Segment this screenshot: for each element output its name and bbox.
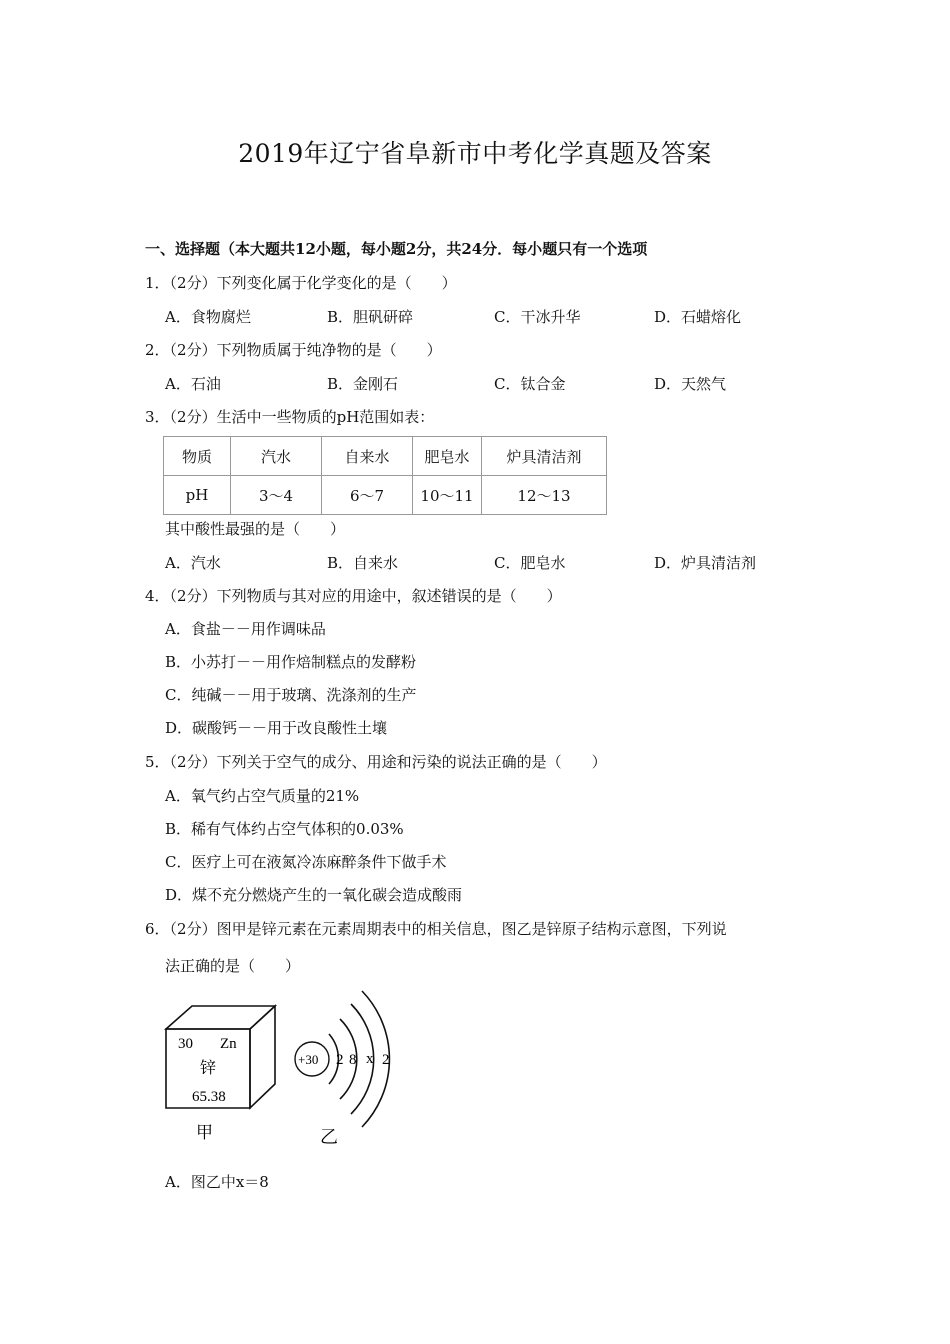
q4-option-b: B．小苏打－－用作焙制糕点的发酵粉 [165, 653, 417, 671]
atom-diagram [295, 991, 390, 1127]
atomic-mass: 65.38 [192, 1089, 226, 1105]
q3-option-a: A．汽水 [165, 554, 221, 572]
q3-option-c: C．肥皂水 [494, 554, 566, 572]
zinc-figure [160, 985, 400, 1150]
q3-option-d: D．炉具清洁剂 [654, 554, 757, 572]
shell-4-electrons: 2 [382, 1052, 390, 1068]
table-cell: 10～11 [413, 476, 482, 515]
question-5-stem: 5．（2分）下列关于空气的成分、用途和污染的说法正确的是（ ） [145, 753, 607, 771]
q5-option-b: B．稀有气体约占空气体积的0.03% [165, 820, 404, 838]
table-row [164, 476, 607, 515]
element-number: 30 [178, 1036, 193, 1052]
question-1-stem: 1．（2分）下列变化属于化学变化的是（ ） [145, 274, 457, 292]
q1-option-b: B．胆矾研碎 [327, 308, 414, 326]
q4-option-c: C．纯碱－－用于玻璃、洗涤剂的生产 [165, 686, 417, 704]
shell-2-electrons: 8 [349, 1052, 357, 1068]
table-cell: 6～7 [322, 476, 413, 515]
caption-yi: 乙 [320, 1127, 338, 1147]
element-symbol: Zn [220, 1036, 237, 1052]
q1-option-a: A．食物腐烂 [165, 308, 251, 326]
q1-option-c: C．干冰升华 [494, 308, 581, 326]
q2-option-a: A．石油 [165, 375, 221, 393]
question-6-stem-line2: 法正确的是（ ） [165, 957, 301, 975]
table-cell: 肥皂水 [413, 437, 482, 476]
page-title: 2019年辽宁省阜新市中考化学真题及答案 [238, 139, 712, 168]
section-heading: 一、选择题（本大题共12小题，每小题2分，共24分．每小题只有一个选项 [145, 240, 648, 258]
table-cell: 12～13 [482, 476, 607, 515]
q2-option-b: B．金刚石 [327, 375, 399, 393]
q5-option-c: C．医疗上可在液氮冷冻麻醉条件下做手术 [165, 853, 447, 871]
q3-option-b: B．自来水 [327, 554, 399, 572]
table-cell: 自来水 [322, 437, 413, 476]
q6-option-a: A．图乙中x＝8 [165, 1173, 269, 1191]
table-cell: 汽水 [231, 437, 322, 476]
q5-option-a: A．氧气约占空气质量的21% [165, 787, 360, 805]
table-header-row [164, 437, 607, 476]
ph-table [163, 436, 607, 515]
question-3-substem: 其中酸性最强的是（ ） [165, 520, 346, 538]
shell-1-electrons: 2 [336, 1052, 344, 1068]
q4-option-a: A．食盐－－用作调味品 [165, 620, 326, 638]
q1-option-d: D．石蜡熔化 [654, 308, 742, 326]
q4-option-d: D．碳酸钙－－用于改良酸性土壤 [165, 719, 388, 737]
caption-jia: 甲 [196, 1123, 213, 1142]
element-name: 锌 [200, 1060, 217, 1077]
table-cell: 3～4 [231, 476, 322, 515]
q2-option-c: C．钛合金 [494, 375, 566, 393]
nucleus-charge: +30 [298, 1052, 319, 1067]
question-4-stem: 4．（2分）下列物质与其对应的用途中，叙述错误的是（ ） [145, 587, 562, 605]
table-cell: pH [164, 476, 231, 515]
table-cell: 炉具清洁剂 [482, 437, 607, 476]
question-6-stem-line1: 6．（2分）图甲是锌元素在元素周期表中的相关信息，图乙是锌原子结构示意图，下列说 [145, 920, 727, 938]
question-2-stem: 2．（2分）下列物质属于纯净物的是（ ） [145, 341, 442, 359]
question-3-stem: 3．（2分）生活中一些物质的pH范围如表： [145, 408, 435, 426]
q2-option-d: D．天然气 [654, 375, 727, 393]
q5-option-d: D．煤不充分燃烧产生的一氧化碳会造成酸雨 [165, 886, 463, 904]
shell-3-electrons: x [366, 1051, 374, 1067]
table-cell: 物质 [164, 437, 231, 476]
